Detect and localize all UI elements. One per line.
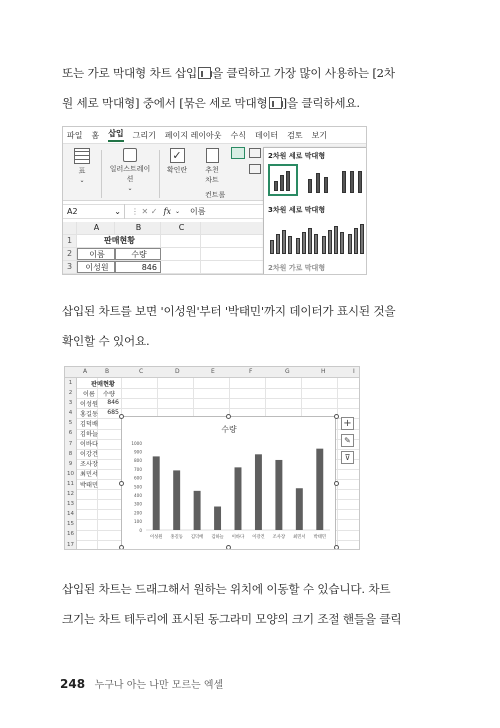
intro-line1b: 을 클릭하고 가장 많이 사용하는 [2차 (211, 66, 395, 80)
sheet2-qty-cell[interactable]: 685 (107, 408, 119, 416)
table-button[interactable]: 표 ⌄ (71, 148, 93, 184)
sheet2-row-number: 1 (68, 380, 73, 386)
outro-line1: 삽입된 차트는 드래그해서 원하는 위치에 이동할 수 있습니다. 차트 (62, 582, 391, 596)
intro-line2: 원 세로 막대형] 중에서 [묶은 세로 막대형 (62, 96, 268, 110)
sheet2-row-number: 15 (67, 521, 74, 528)
cell-b3[interactable]: 846 (115, 261, 161, 273)
dropdown-2d-heading: 2차원 세로 막대형 (268, 152, 326, 160)
sheet2-name-cell[interactable]: 홍길동 (80, 410, 98, 418)
sheet2-row-number: 8 (68, 450, 73, 457)
sheet2-row-number: 12 (67, 491, 74, 498)
resize-handle[interactable] (119, 414, 124, 419)
x-category-label: 이바다 (231, 535, 245, 540)
chart-elements-button[interactable] (341, 417, 354, 430)
menu-tab[interactable]: 페이지 레이아웃 (164, 130, 222, 140)
sheet2-name-cell[interactable]: 조사장 (80, 461, 98, 469)
menu-tab[interactable]: 홈 (91, 130, 100, 140)
dropdown-2d-row (268, 164, 366, 198)
sheet2-name-cell[interactable]: 김하늘 (80, 431, 98, 438)
sheet2-header-qty[interactable]: 수량 (103, 390, 115, 398)
sheet2-title-cell[interactable]: 판매현황 (91, 380, 115, 388)
resize-handle[interactable] (226, 414, 231, 419)
row-number: 3 (63, 261, 77, 273)
menu-tab[interactable]: 검토 (287, 130, 303, 140)
ribbon-menubar (63, 127, 366, 144)
grid1-row (63, 261, 263, 274)
intro-line2b: ]을 클릭하세요. (282, 96, 360, 110)
middle-paragraph (62, 296, 452, 356)
x-category-label: 최민서 (293, 535, 306, 540)
sheet2-row-number: 2 (68, 390, 73, 397)
page-number: 248 (60, 677, 86, 691)
col-b: B (115, 222, 161, 234)
formula-bar: A2 ⌄ ⋮ ✕ ✓ fx ⌄ 이름 (63, 204, 263, 219)
formula-value[interactable]: 이름 (190, 207, 206, 216)
sheet2-col-label: I (353, 368, 355, 375)
y-tick-label: 800 (134, 458, 142, 464)
formula-separator: ⋮ ✕ ✓ (131, 207, 158, 216)
sheet2-row-number: 13 (67, 501, 74, 508)
intro-line1: 또는 가로 막대형 차트 삽입 (62, 66, 197, 80)
chart-bar[interactable] (214, 507, 221, 530)
chart-bar[interactable] (235, 467, 242, 530)
chart-bar[interactable] (275, 460, 282, 530)
menu-tab[interactable]: 삽입 (108, 128, 123, 142)
illustration-icon (123, 148, 137, 162)
y-tick-label: 200 (134, 510, 142, 516)
recommended-chart-icon (206, 148, 219, 163)
grid1-col-header (63, 222, 263, 235)
sheet2-col-label: A (83, 368, 88, 375)
y-tick-label: 700 (134, 466, 142, 472)
table-label: 표 (78, 167, 86, 175)
filter-icon: ⊽ (344, 453, 351, 462)
excel-chart-screenshot (64, 366, 360, 550)
sheet2-row-number: 10 (67, 470, 74, 477)
table-icon (74, 148, 90, 164)
chart-bar[interactable] (255, 454, 262, 530)
y-tick-label: 1000 (131, 440, 142, 446)
excel-ribbon-screenshot (62, 126, 367, 275)
resize-handle[interactable] (119, 481, 124, 486)
illustration-button[interactable]: 일러스트레이션 ⌄ (107, 148, 153, 192)
chart-bar[interactable] (153, 456, 160, 530)
sheet2-col-label: H (321, 368, 326, 375)
illustration-label: 일러스트레이션 (109, 165, 151, 183)
sheet2-row-number: 7 (68, 440, 73, 447)
row-number: 2 (63, 248, 77, 260)
sheet2-row-header (65, 378, 77, 550)
chart-styles-button[interactable] (341, 434, 354, 447)
sheet2-name-cell[interactable]: 이바다 (80, 441, 98, 449)
menu-tab[interactable]: 보기 (311, 130, 328, 140)
sheet2-row-number: 3 (68, 400, 73, 407)
fx-label: fx (163, 207, 171, 216)
dropdown-2d-bar-heading: 2차원 가로 막대형 (268, 264, 326, 272)
stacked-column-option[interactable] (302, 164, 332, 196)
name-box[interactable]: A2 ⌄ (63, 204, 125, 219)
page-footer (60, 676, 223, 691)
menu-tab[interactable]: 데이터 (254, 130, 279, 140)
middle-line1: 삽입된 차트를 보면 '이성원'부터 '박태민'까지 데이터가 표시된 것을 (62, 304, 396, 318)
checkbox-button[interactable] (163, 148, 191, 175)
name-box-value: A2 (67, 207, 78, 216)
resize-handle[interactable] (334, 545, 339, 550)
chart-filter-button[interactable] (341, 451, 354, 464)
grid1-row (63, 235, 263, 248)
cell-b2[interactable]: 수량 (115, 248, 161, 260)
plus-icon: + (343, 418, 352, 429)
y-tick-label: 300 (134, 501, 142, 507)
x-category-label: 김하늘 (211, 535, 224, 540)
sheet2-row-number: 9 (68, 460, 73, 467)
clustered-column-option[interactable] (268, 164, 298, 196)
x-category-label: 박태민 (313, 535, 327, 540)
chart-bar[interactable] (194, 491, 201, 530)
clustered-column-icon (269, 97, 282, 109)
waterfall-chart-icon[interactable] (249, 164, 261, 174)
dropdown-3d-row (268, 218, 366, 258)
sheet2-name-cell[interactable]: 이성원 (80, 400, 98, 408)
recommended-chart-button[interactable] (197, 148, 227, 185)
book-title: 누구나 아는 나만 모르는 엑셀 (94, 680, 224, 691)
cell-a2[interactable]: 이름 (77, 248, 115, 260)
sheet2-name-cell[interactable]: 최민서 (80, 471, 98, 479)
row-number: 1 (63, 235, 77, 247)
recommend-label-1: 추천 (205, 166, 219, 174)
y-tick-label: 900 (134, 449, 142, 455)
chart-bar[interactable] (296, 488, 303, 530)
x-category-label: 이강건 (252, 535, 265, 540)
sheet2-row-number: 14 (67, 511, 74, 518)
menu-tab[interactable]: 수식 (230, 130, 246, 140)
column-chart-dropdown (263, 147, 367, 275)
sheet2-row-number: 11 (67, 480, 74, 487)
sheet-grid-1 (63, 222, 263, 274)
dropdown-3d-heading: 3차원 세로 막대형 (268, 206, 326, 214)
middle-line2: 확인할 수 있어요. (62, 334, 150, 348)
x-category-label: 홍길동 (170, 535, 183, 540)
chart-bar[interactable] (316, 449, 323, 530)
sheet2-row-number: 17 (67, 541, 74, 548)
checkbox-icon: ✓ (170, 148, 185, 163)
sheet2-name-cell[interactable]: 김덕배 (80, 420, 98, 428)
col-a: A (77, 222, 115, 234)
sheet2-col-label: B (105, 368, 110, 375)
sheet2-name-cell[interactable]: 박태민 (80, 481, 98, 489)
y-tick-label: 600 (134, 475, 142, 481)
sheet2-row-number: 5 (68, 420, 73, 427)
outro-paragraph (62, 574, 452, 634)
sheet2-row-number: 4 (68, 410, 73, 417)
3d-column-option[interactable] (346, 218, 367, 256)
bar-chart-icon (198, 67, 211, 79)
x-category-label: 김덕배 (190, 535, 204, 540)
sheet2-col-label: C (139, 368, 144, 375)
col-c: C (161, 222, 201, 234)
brush-icon: ✎ (344, 436, 351, 445)
chart-title[interactable]: 수량 (221, 425, 237, 434)
column-chart (122, 417, 337, 550)
intro-paragraph (62, 58, 452, 118)
x-category-label: 이성원 (149, 535, 163, 540)
chart-area[interactable] (121, 416, 336, 550)
cell-a3[interactable]: 이성원 (77, 261, 115, 273)
sheet2-name-cell[interactable]: 이강건 (80, 451, 98, 459)
column-chart-icon[interactable] (231, 147, 245, 159)
y-tick-label: 500 (134, 484, 142, 490)
sheet2-col-header (65, 367, 360, 378)
y-tick-label: 400 (134, 493, 142, 498)
menu-tab[interactable]: 그리기 (132, 130, 156, 140)
sheet2-col-label: G (285, 368, 290, 375)
sheet2-row-number: 6 (68, 430, 73, 437)
resize-handle[interactable] (334, 414, 339, 419)
hierarchy-chart-icon[interactable] (249, 148, 261, 158)
sheet2-col-label: F (249, 368, 253, 375)
sheet2-header-name[interactable]: 이름 (83, 390, 95, 398)
menu-tab[interactable]: 파일 (67, 130, 83, 140)
percent-stacked-column-option[interactable] (336, 164, 366, 196)
resize-handle[interactable] (119, 545, 124, 550)
resize-handle[interactable] (226, 545, 231, 550)
checkbox-label: 확인란 (166, 166, 188, 174)
outro-line2: 크기는 차트 테두리에 표시된 동그라미 모양의 크기 조절 핸들을 클릭 (62, 612, 402, 626)
chart-bar[interactable] (173, 470, 180, 530)
y-tick-label: 0 (139, 527, 142, 533)
x-category-label: 조사장 (272, 535, 286, 540)
resize-handle[interactable] (334, 481, 339, 486)
recommend-label-2: 차트 (205, 176, 219, 184)
y-tick-label: 100 (134, 519, 142, 525)
sheet2-row-number: 16 (67, 531, 74, 538)
sheet2-qty-cell[interactable]: 846 (107, 398, 119, 406)
controls-group-label: 컨트롤 (205, 191, 226, 199)
sheet2-col-label: E (211, 368, 215, 375)
cell-title[interactable]: 판매현황 (77, 235, 161, 247)
grid1-row (63, 248, 263, 261)
sheet2-col-label: D (175, 368, 180, 375)
